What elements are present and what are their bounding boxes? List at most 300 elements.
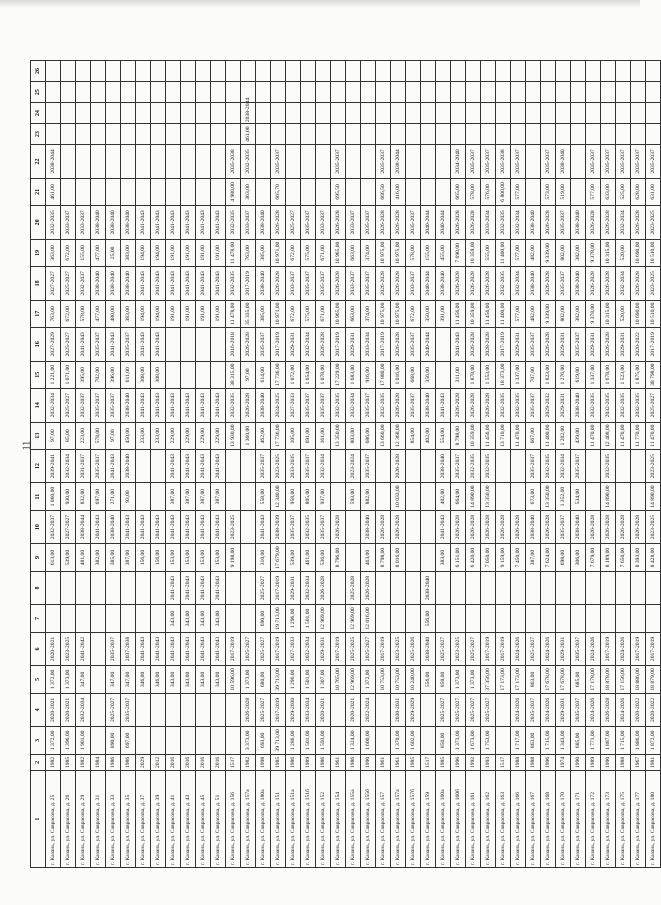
table-cell: 673,00 (526, 483, 541, 510)
table-cell: 2035-2037 (466, 145, 481, 179)
table-cell (46, 124, 61, 145)
table-cell: 763,00 (241, 239, 256, 266)
table-cell: 2041-2043 (181, 510, 196, 544)
table-cell: 2035-2037 (376, 145, 391, 179)
table-cell: 2032-2034 (346, 388, 361, 422)
table-cell (76, 124, 91, 145)
table-row (331, 61, 346, 868)
table-cell (241, 483, 256, 510)
table-cell (526, 61, 541, 82)
table-row (376, 61, 391, 868)
address-cell: г. Казань, ул. Саврасова, д. 155б (361, 771, 376, 868)
column-number-cell: 13 (31, 422, 46, 449)
table-cell: 382,00 (571, 300, 586, 327)
table-cell: 2038-2040 (121, 206, 136, 240)
table-cell: 2026-2028 (466, 388, 481, 422)
column-number-cell: 19 (31, 239, 46, 266)
table-cell: 2032-2034 (511, 206, 526, 240)
table-cell: 1 072,00 (286, 361, 301, 388)
table-cell: 2041-2043 (166, 388, 181, 422)
table-cell: 10 753,00 (391, 666, 406, 693)
table-cell: 11 478,00 (226, 300, 241, 327)
table-cell: 665,00 (451, 178, 466, 205)
table-cell (451, 605, 466, 632)
table-cell: 2038-2040 (421, 632, 436, 666)
table-cell (526, 145, 541, 179)
table-cell: 2041-2043 (211, 510, 226, 544)
address-cell: г. Казань, ул. Саврасова, д. 154 (331, 771, 346, 868)
table-cell: 2038-2040 (571, 510, 586, 544)
table-cell: 2026-2028 (541, 510, 556, 544)
table-cell (556, 61, 571, 82)
table-cell: 343,00 (196, 666, 211, 693)
table-cell: 2017-2019 (241, 267, 256, 301)
column-number-cell: 23 (31, 124, 46, 145)
table-cell (496, 61, 511, 82)
table-cell: 2033-2037 (241, 206, 256, 240)
table-cell: 2020-2021 (316, 693, 331, 727)
table-cell: 2029-2031 (511, 327, 526, 361)
table-cell: 1 307,00 (316, 666, 331, 693)
table-cell (46, 103, 61, 124)
table-cell (496, 483, 511, 510)
table-cell: 685,00 (571, 666, 586, 693)
table-cell (331, 727, 346, 754)
table-cell: 2041-2043 (196, 449, 211, 483)
table-cell: 2032-2035 (631, 388, 646, 422)
table-cell: 2035-2037 (271, 145, 286, 179)
table-cell (166, 178, 181, 205)
table-cell: 1 372,00 (46, 727, 61, 754)
table-cell (61, 103, 76, 124)
table-cell: 695,50 (331, 178, 346, 205)
table-cell: 1981 (646, 754, 661, 771)
table-cell (46, 605, 61, 632)
table-cell: 2026-2028 (391, 267, 406, 301)
table-cell: 2026-2028 (466, 267, 481, 301)
table-cell: 17 678,00 (541, 666, 556, 693)
table-cell: 2041-2043 (151, 327, 166, 361)
table-cell (331, 103, 346, 124)
table-cell: 1961 (391, 754, 406, 771)
table-cell: 2041-2042 (76, 632, 91, 666)
table-cell: 882,00 (361, 483, 376, 510)
table-cell: 2016 (166, 754, 181, 771)
table-cell (46, 571, 61, 605)
table-cell: 2038-2040 (436, 267, 451, 301)
table-cell: 374,00 (361, 239, 376, 266)
table-cell (211, 693, 226, 727)
table-cell: 12 016,00 (361, 605, 376, 632)
table-cell (226, 727, 241, 754)
table-cell: 396,00 (106, 361, 121, 388)
table-cell: 2035-2037 (121, 693, 136, 727)
rotated-table-container (30, 60, 656, 868)
table-row (571, 61, 586, 868)
table-cell: 1 343,00 (556, 727, 571, 754)
table-cell (76, 145, 91, 179)
table-cell (151, 727, 166, 754)
table-cell: 2035-2037 (106, 388, 121, 422)
table-cell: 233,00 (151, 422, 166, 449)
table-cell (271, 124, 286, 145)
table-cell: 2038-2040 (436, 449, 451, 483)
table-cell (196, 145, 211, 179)
table-cell: 1 501,00 (301, 605, 316, 632)
table-cell: 577,00 (511, 300, 526, 327)
table-cell (181, 124, 196, 145)
column-number-cell: 3 (31, 727, 46, 754)
table-cell (211, 145, 226, 179)
table-cell (571, 145, 586, 179)
table-cell: 153,00 (166, 544, 181, 571)
table-cell (136, 727, 151, 754)
table-cell: 690,00 (256, 605, 271, 632)
table-cell: 2026-2028 (481, 510, 496, 544)
table-cell: 2029-2032 (541, 388, 556, 422)
table-cell: 194,00 (136, 239, 151, 266)
table-cell (361, 82, 376, 103)
address-cell: г. Казань, ул. Саврасова, д. 26 (61, 771, 76, 868)
table-cell: 10 240,00 (406, 666, 421, 693)
table-cell (436, 124, 451, 145)
table-cell (136, 124, 151, 145)
table-cell (391, 605, 406, 632)
table-cell: 194,00 (151, 239, 166, 266)
table-cell: 2035-2037 (631, 145, 646, 179)
table-cell: 2041-2043 (181, 571, 196, 605)
table-cell (496, 82, 511, 103)
table-cell: 1 901,00 (76, 727, 91, 754)
table-cell: 387,00 (196, 483, 211, 510)
table-cell: 2032-2035 (226, 206, 241, 240)
table-cell (316, 61, 331, 82)
table-cell: 97,00 (106, 422, 121, 449)
scan-shadow (0, 0, 640, 8)
table-cell: 1 372,00 (361, 666, 376, 693)
table-cell: 1 593,00 (316, 727, 331, 754)
table-cell: 2035-2037 (91, 388, 106, 422)
table-cell (106, 124, 121, 145)
table-cell: 2035-2037 (526, 693, 541, 727)
table-cell: 1990 (361, 754, 376, 771)
table-cell: 2023-2025 (451, 632, 466, 666)
table-cell: 2029-2030 (286, 693, 301, 727)
table-cell (211, 727, 226, 754)
table-cell: 854,00 (406, 422, 421, 449)
table-cell: 2025-2028 (346, 571, 361, 605)
table-cell (61, 82, 76, 103)
table-cell (496, 605, 511, 632)
table-row (106, 61, 121, 868)
table-cell: 19 713,00 (271, 605, 286, 632)
table-cell: 2017-2019 (226, 632, 241, 666)
table-cell (376, 103, 391, 124)
table-cell: 461,00 (241, 124, 256, 145)
table-cell: 2038-2040 (421, 571, 436, 605)
table-cell: 2026-2028 (466, 206, 481, 240)
table-cell: 310,00 (256, 544, 271, 571)
table-cell: 1 360,00 (241, 422, 256, 449)
table-cell: 2038-2040 (91, 206, 106, 240)
column-number-cell: 17 (31, 300, 46, 327)
table-cell: 2038-2040 (106, 206, 121, 240)
table-cell: 2026-2028 (601, 327, 616, 361)
address-cell: г. Казань, ул. Саврасова, д. 151а (286, 771, 301, 868)
table-row (301, 61, 316, 868)
table-row (526, 61, 541, 868)
table-cell (511, 103, 526, 124)
table-cell: 1988 (511, 754, 526, 771)
table-cell: 2041-2043 (256, 510, 271, 544)
table-cell (166, 361, 181, 388)
table-cell: 2017-2019 (271, 632, 286, 666)
table-cell (376, 82, 391, 103)
table-cell (646, 571, 661, 605)
table-cell: 191,00 (166, 300, 181, 327)
table-row (586, 61, 601, 868)
table-cell (211, 61, 226, 82)
table-cell (196, 361, 211, 388)
table-cell: 2038-2040 (526, 267, 541, 301)
table-cell: 2035-2037 (121, 327, 136, 361)
table-cell: 1517 (421, 754, 436, 771)
table-cell: 803,00 (346, 422, 361, 449)
table-cell: 6 151,00 (451, 544, 466, 571)
table-cell: 1 887,00 (601, 727, 616, 754)
table-cell (346, 510, 361, 544)
table-cell: 13 350,00 (481, 483, 496, 510)
table-cell: 628,00 (631, 178, 646, 205)
table-cell (646, 124, 661, 145)
table-cell (91, 178, 106, 205)
table-row (361, 61, 376, 868)
column-number-cell: 7 (31, 605, 46, 632)
table-cell: 2041-2043 (181, 206, 196, 240)
table-cell: 17 173,00 (511, 666, 526, 693)
table-cell (631, 82, 646, 103)
table-cell: 12 368,00 (391, 422, 406, 449)
table-cell: 2041-2043 (211, 206, 226, 240)
table-cell: 13 350,00 (331, 422, 346, 449)
table-cell: 11 470,00 (511, 422, 526, 449)
table-cell (256, 124, 271, 145)
table-cell: 2029-2031 (586, 327, 601, 361)
table-cell (196, 727, 211, 754)
address-cell: г. Казань, ул. Саврасова, д. 160б (451, 771, 466, 868)
table-cell: 2038-2040 (121, 449, 136, 483)
column-number-cell: 5 (31, 666, 46, 693)
table-cell: 2041-2043 (211, 632, 226, 666)
table-cell: 3 373,00 (241, 727, 256, 754)
table-cell: 191,00 (181, 239, 196, 266)
table-cell (526, 178, 541, 205)
table-cell: 698,00 (556, 544, 571, 571)
table-cell: 2038-2039 (271, 510, 286, 544)
table-cell: 558,00 (256, 483, 271, 510)
table-cell (436, 571, 451, 605)
table-cell: 664,00 (451, 483, 466, 510)
table-cell (166, 727, 181, 754)
table-cell (526, 103, 541, 124)
table-cell: 2016 (181, 754, 196, 771)
table-cell: 2026-2028 (451, 206, 466, 240)
table-cell: 2033-2034 (361, 327, 376, 361)
table-cell: 2035-2037 (316, 510, 331, 544)
table-cell: 12 340,00 (271, 483, 286, 510)
table-cell: 2017-2019 (631, 632, 646, 666)
table-cell: 2025-2027 (256, 693, 271, 727)
table-cell: 2035-2037 (646, 145, 661, 179)
table-cell: 2038-2040 (256, 267, 271, 301)
table-cell (631, 124, 646, 145)
table-cell: 2017-2019 (271, 693, 286, 727)
table-cell (256, 61, 271, 82)
table-cell: 385,00 (106, 544, 121, 571)
table-cell (241, 61, 256, 82)
table-cell (211, 103, 226, 124)
table-cell: 2025-2027 (241, 632, 256, 666)
table-cell: 1989 (586, 754, 601, 771)
table-cell: 2032-2034 (76, 693, 91, 727)
table-cell: 1990 (601, 754, 616, 771)
table-cell (421, 103, 436, 124)
table-cell (571, 124, 586, 145)
table-row (511, 61, 526, 868)
table-cell: 233,00 (136, 422, 151, 449)
table-row (196, 61, 211, 868)
table-cell (601, 82, 616, 103)
table-cell: 2033-2034 (481, 206, 496, 240)
table-cell: 382,00 (571, 239, 586, 266)
table-row (496, 61, 511, 868)
table-cell (376, 124, 391, 145)
table-cell: 455,00 (436, 239, 451, 266)
table-cell (61, 178, 76, 205)
table-cell: 2035-2037 (616, 145, 631, 179)
table-cell (511, 483, 526, 510)
table-cell (301, 103, 316, 124)
table-cell (181, 61, 196, 82)
table-cell (391, 571, 406, 605)
table-row (646, 61, 661, 868)
table-cell (271, 103, 286, 124)
table-cell: 7 050,00 (481, 544, 496, 571)
table-cell: 2038-2040 (361, 510, 376, 544)
table-cell: 2035-2037 (526, 449, 541, 483)
table-cell: 2025-2027 (256, 571, 271, 605)
table-cell: 2029 (136, 754, 151, 771)
table-cell (406, 178, 421, 205)
table-cell (466, 124, 481, 145)
table-cell: 2032-2035 (601, 449, 616, 483)
table-cell: 8 393,00 (631, 544, 646, 571)
table-cell: 611,00 (121, 361, 136, 388)
table-cell: 2029-2031 (556, 327, 571, 361)
table-cell (91, 632, 106, 666)
table-cell: 2012 (151, 754, 166, 771)
table-cell: 577,00 (511, 239, 526, 266)
table-row (316, 61, 331, 868)
table-cell (256, 145, 271, 179)
table-cell (361, 145, 376, 179)
table-cell (271, 82, 286, 103)
table-cell: 12 969,00 (346, 666, 361, 693)
table-cell: 387,00 (166, 483, 181, 510)
table-cell: 2035-2037 (571, 327, 586, 361)
table-cell: 1982 (241, 754, 256, 771)
table-cell: 93,00 (121, 483, 136, 510)
table-cell: 2024-2026 (541, 693, 556, 727)
table-cell: 2032-2035 (616, 388, 631, 422)
table-cell (181, 103, 196, 124)
table-cell: 2030-2031 (391, 693, 406, 727)
table-cell: 402,00 (436, 483, 451, 510)
table-cell: 2017-2019 (481, 632, 496, 666)
table-cell: 578,00 (406, 239, 421, 266)
table-cell: 2035-2037 (361, 449, 376, 483)
table-cell: 306,00 (571, 544, 586, 571)
table-cell: 14 890,00 (601, 483, 616, 510)
table-cell: 2041-2043 (151, 510, 166, 544)
table-cell (556, 571, 571, 605)
table-cell: 7 679,00 (586, 544, 601, 571)
table-cell: 1 296,00 (286, 605, 301, 632)
table-cell: 1 071,00 (61, 361, 76, 388)
address-cell: г. Казань, ул. Саврасова, д. 173 (601, 771, 616, 868)
table-cell: 1 373,00 (451, 727, 466, 754)
table-cell (541, 605, 556, 632)
table-cell: 1 373,00 (61, 666, 76, 693)
table-cell (421, 145, 436, 179)
table-cell: 2020-2021 (346, 693, 361, 727)
table-cell: 461,00 (46, 178, 61, 205)
table-cell: 2035-2037 (541, 145, 556, 179)
table-cell: 2041-2043 (136, 267, 151, 301)
column-number-cell: 2 (31, 754, 46, 771)
address-cell: г. Казань, ул. Саврасова, д. 37 (136, 771, 151, 868)
table-cell (451, 124, 466, 145)
table-cell (391, 103, 406, 124)
table-cell: 8 016,00 (391, 544, 406, 571)
table-cell (346, 544, 361, 571)
table-cell: 802,00 (556, 300, 571, 327)
table-cell: 1986 (121, 754, 136, 771)
column-number-cell: 22 (31, 145, 46, 179)
table-cell: 2039-2041 (46, 449, 61, 483)
table-cell: 1 501,00 (301, 666, 316, 693)
table-cell (406, 124, 421, 145)
table-cell (346, 124, 361, 145)
table-cell: 2025-2027 (256, 632, 271, 666)
table-cell (631, 483, 646, 510)
table-cell: 1 715,00 (541, 727, 556, 754)
table-cell: 9 378,00 (586, 300, 601, 327)
table-cell (241, 449, 256, 483)
table-cell: 2020-2021 (61, 693, 76, 727)
table-cell (481, 571, 496, 605)
table-cell: 11 400,00 (496, 239, 511, 266)
table-cell: 2026-2028 (481, 267, 496, 301)
table-cell (301, 82, 316, 103)
table-cell (526, 124, 541, 145)
table-cell: 2035-2037 (256, 327, 271, 361)
table-cell: 1 373,00 (466, 666, 481, 693)
table-cell: 2032-2035 (46, 206, 61, 240)
table-cell: 2032-2034 (616, 267, 631, 301)
table-cell: 2041-2043 (451, 327, 466, 361)
address-cell: г. Казань, ул. Саврасова, д. 43 (181, 771, 196, 868)
